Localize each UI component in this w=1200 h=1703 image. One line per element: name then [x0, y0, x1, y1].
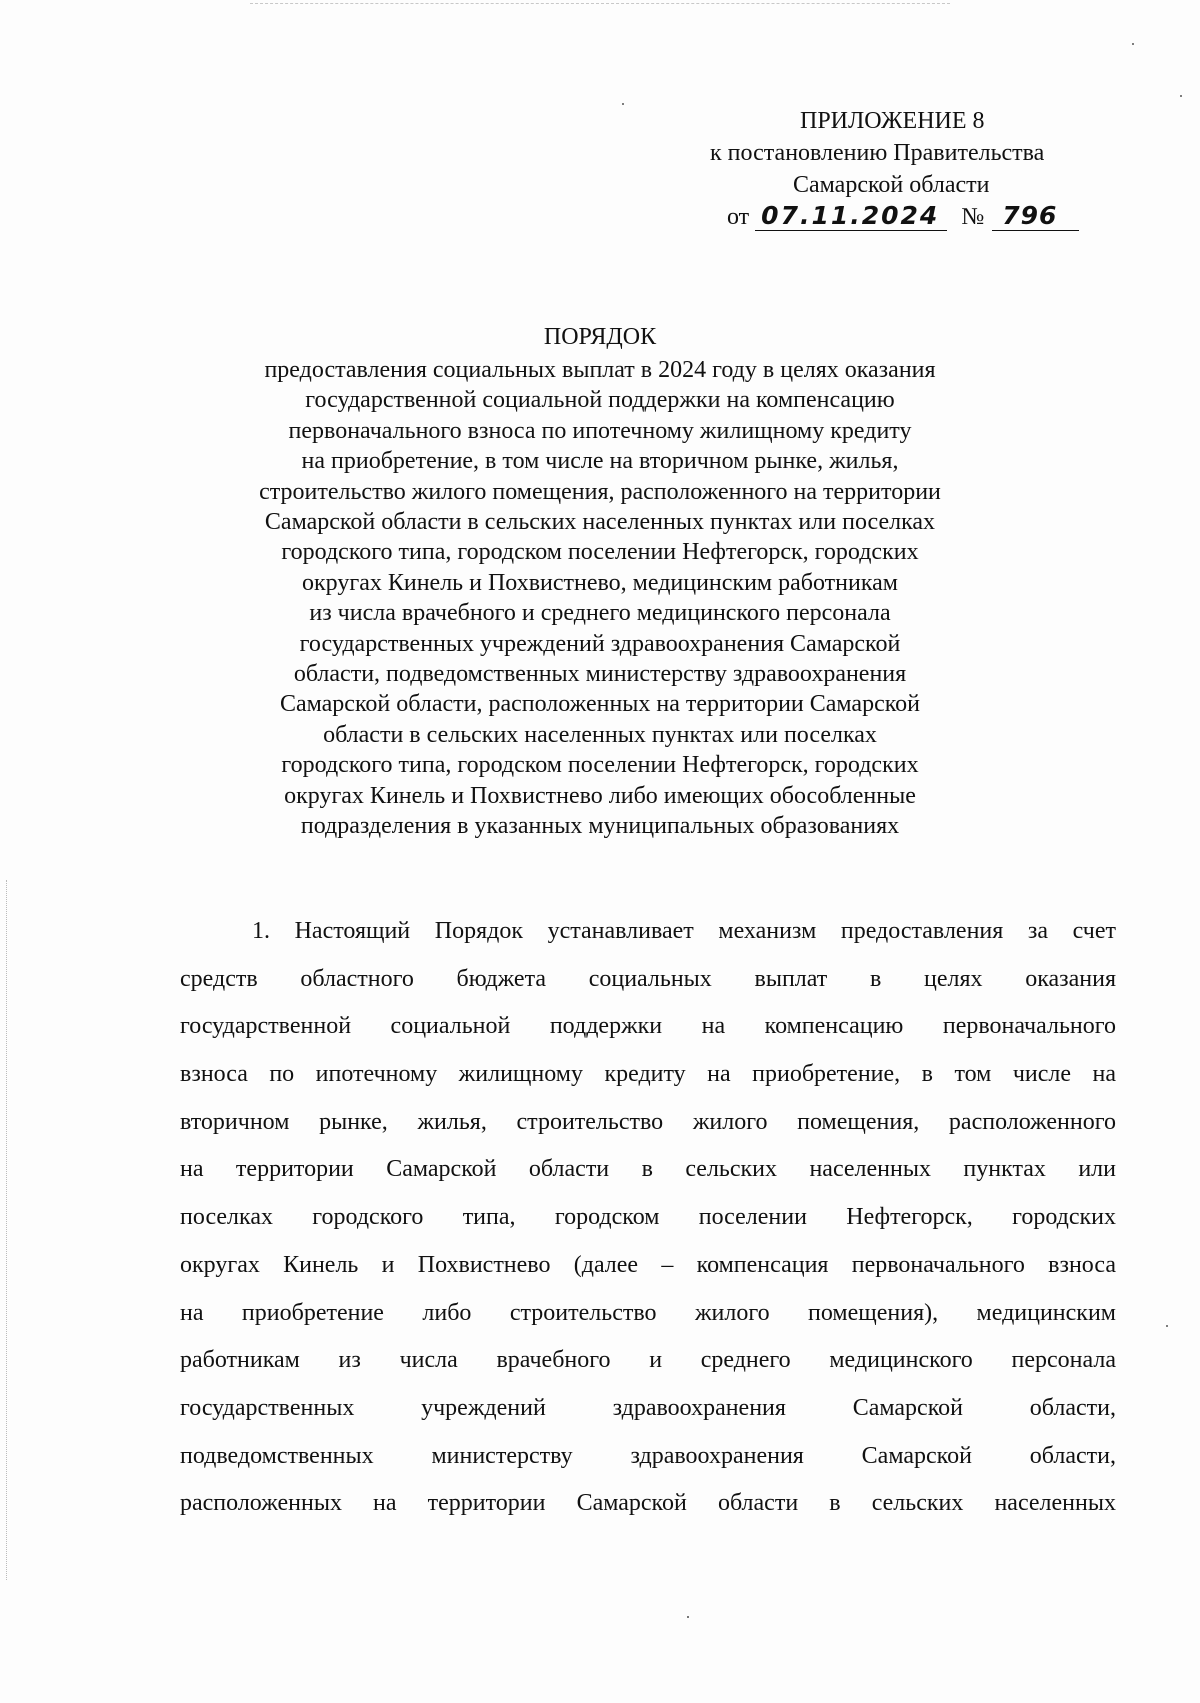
date-prefix: от — [727, 204, 750, 230]
subtitle-line: государственных учреждений здравоохранения Самарской — [299, 630, 901, 657]
scan-artifact-margin — [6, 880, 8, 1580]
body-line: расположенных на территории Самарской области в сельских населенных — [180, 1490, 1116, 1517]
scan-speck — [687, 1616, 689, 1618]
body-line: подведомственных министерству здравоохранения Самарской области, — [180, 1442, 1116, 1469]
body-line: на территории Самарской области в сельских населенных пунктах или — [180, 1156, 1116, 1183]
subtitle-line: на приобретение, в том числе на вторичном рынке, жилья, — [301, 448, 899, 475]
subtitle-line: строительство жилого помещения, расположенного на территории — [259, 478, 941, 505]
body-line: государственных учреждений здравоохранения Самарской области, — [180, 1394, 1116, 1421]
body-line: вторичном рынке, жилья, строительство жилого помещения, расположенного — [180, 1108, 1116, 1135]
body-line: работникам из числа врачебного и среднего медицинского персонала — [180, 1347, 1116, 1374]
scan-artifact-line — [250, 3, 950, 4]
subtitle-line: области, подведомственных министерству здравоохранения — [293, 661, 907, 688]
body-line: средств областного бюджета социальных выплат в целях оказания — [180, 965, 1116, 992]
scan-speck — [1166, 1325, 1168, 1327]
appendix-region: Самарской области — [793, 172, 990, 198]
body-line: поселках городского типа, городском поселении Нефтегорск, городских — [180, 1204, 1116, 1231]
body-line: взноса по ипотечному жилищному кредиту на приобретение, в том числе на — [180, 1061, 1116, 1088]
body-line: государственной социальной поддержки на компенсацию первоначального — [180, 1013, 1116, 1040]
scan-speck — [622, 103, 624, 105]
subtitle-line: государственной социальной поддержки на компенсацию — [305, 387, 895, 414]
subtitle-line: округах Кинель и Похвистнево, медицинским работникам — [302, 569, 898, 596]
body-line: 1. Настоящий Порядок устанавливает механизм предоставления за счет — [252, 918, 1116, 944]
appendix-header — [710, 105, 1110, 233]
body-line: на приобретение либо строительство жилого помещения), медицинским — [180, 1299, 1116, 1326]
scan-speck — [1132, 43, 1134, 45]
subtitle-line: Самарской области в сельских населенных пунктах или поселках — [264, 509, 936, 536]
scan-speck — [1180, 95, 1182, 97]
appendix-number: ПРИЛОЖЕНИЕ 8 — [800, 108, 985, 134]
subtitle-line: городского типа, городском поселении Нефтегорск, городских — [281, 539, 919, 566]
subtitle-line: предоставления социальных выплат в 2024 году в целях оказания — [264, 357, 936, 383]
handwritten-number: 796 — [992, 202, 1079, 231]
subtitle-line: области в сельских населенных пунктах или поселках — [323, 721, 877, 748]
handwritten-date: 07.11.2024 — [755, 202, 947, 231]
body-paragraph — [180, 908, 1116, 1528]
body-line: округах Кинель и Похвистнево (далее – компенсация первоначального взноса — [180, 1251, 1116, 1278]
subtitle-line: из числа врачебного и среднего медицинского персонала — [309, 600, 891, 627]
appendix-reference: к постановлению Правительства — [710, 140, 1045, 166]
subtitle-line: первоначального взноса по ипотечному жилищному кредиту — [288, 417, 912, 444]
document-subtitle — [200, 355, 1000, 842]
number-sign: № — [961, 204, 985, 230]
subtitle-line: Самарской области, расположенных на территории Самарской — [279, 691, 921, 718]
subtitle-line: подразделения в указанных муниципальных образованиях — [300, 813, 900, 840]
document-title: ПОРЯДОК — [543, 324, 657, 350]
appendix-date-number-line — [710, 201, 1110, 233]
subtitle-line: городского типа, городском поселении Нефтегорск, городских — [281, 752, 919, 779]
subtitle-line: округах Кинель и Похвистнево либо имеющих обособленные — [284, 782, 916, 809]
